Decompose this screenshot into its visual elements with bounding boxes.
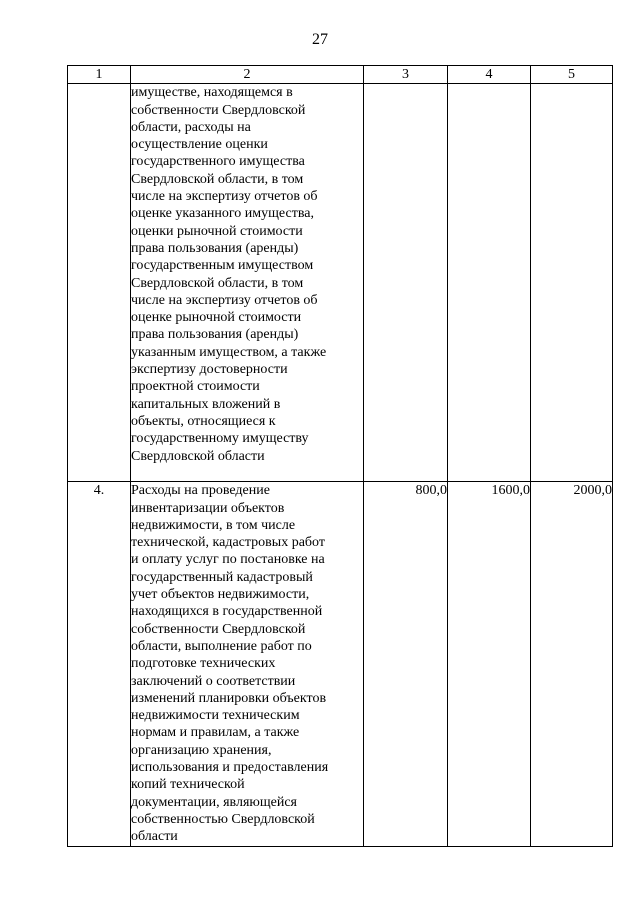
- description-line: проектной стоимости: [131, 379, 260, 395]
- description-line: инвентаризации объектов: [131, 500, 285, 516]
- description-line: государственный кадастровый: [131, 569, 313, 585]
- header-col-5: 5: [531, 66, 613, 84]
- description-line: недвижимости, в том числе: [131, 517, 296, 533]
- description-line: имуществе, находящемся в: [131, 85, 293, 101]
- description-line: документации, являющейся: [131, 794, 297, 810]
- description-line: числе на экспертизу отчетов об: [131, 292, 318, 308]
- description-line: капитальных вложений в: [131, 396, 281, 412]
- description-line: государственным имуществом: [131, 258, 314, 274]
- description-line: государственному имуществу: [131, 431, 309, 447]
- header-col-4: 4: [448, 66, 531, 84]
- description-line: собственностью Свердловской: [131, 811, 315, 827]
- description-line: экспертизу достоверности: [131, 362, 288, 378]
- row-number: [68, 84, 131, 482]
- page-number: 27: [312, 31, 328, 48]
- description-line: заключений о соответствии: [131, 673, 296, 689]
- description-line: собственности Свердловской: [131, 102, 306, 118]
- row-value-col3: [364, 84, 448, 482]
- description-line: объекты, относящиеся к: [131, 413, 276, 429]
- header-col-3: 3: [364, 66, 448, 84]
- description-line: области: [131, 829, 178, 845]
- header-row: [68, 66, 613, 84]
- description-line: указанным имуществом, а также: [131, 344, 327, 360]
- description-line: оценке рыночной стоимости: [131, 310, 302, 326]
- description-line: организацию хранения,: [131, 742, 272, 758]
- description-line: изменений планировки объектов: [131, 690, 327, 706]
- description-line: права пользования (аренды): [131, 327, 299, 343]
- row-number: 4.: [68, 482, 131, 846]
- row-value-col5: [531, 84, 613, 482]
- row-value-col4: [448, 84, 531, 482]
- description-line: подготовке технических: [131, 656, 276, 672]
- header-col-1: 1: [68, 66, 131, 84]
- description-line: числе на экспертизу отчетов об: [131, 189, 318, 205]
- row-description: [131, 482, 364, 846]
- row-description: [131, 84, 364, 482]
- description-line: находящихся в государственной: [131, 604, 323, 620]
- description-line: копий технической: [131, 777, 245, 793]
- description-line: и оплату услуг по постановке на: [131, 552, 325, 568]
- description-line: Свердловской области, в том: [131, 275, 304, 291]
- table-header: [68, 66, 613, 84]
- row-value-col4: 1600,0: [448, 482, 531, 846]
- description-line: оценки рыночной стоимости: [131, 223, 303, 239]
- description-line: собственности Свердловской: [131, 621, 306, 637]
- description-line: осуществление оценки: [131, 137, 268, 153]
- description-line: нормам и правилам, а также: [131, 725, 300, 741]
- description-line: Свердловской области: [131, 448, 265, 464]
- description-line: права пользования (аренды): [131, 240, 299, 256]
- budget-table: [67, 65, 613, 847]
- row-value-col3: 800,0: [364, 482, 448, 846]
- description-line: области, выполнение работ по: [131, 638, 312, 654]
- table-row: [68, 482, 613, 846]
- description-line: государственного имущества: [131, 154, 305, 170]
- description-line: недвижимости техническим: [131, 708, 300, 724]
- row-value-col5: 2000,0: [531, 482, 613, 846]
- description-line: области, расходы на: [131, 119, 251, 135]
- description-line: Расходы на проведение: [131, 483, 270, 499]
- description-line: Свердловской области, в том: [131, 171, 304, 187]
- table-row: [68, 84, 613, 482]
- description-line: оценке указанного имущества,: [131, 206, 314, 222]
- header-col-2: 2: [131, 66, 364, 84]
- description-line: технической, кадастровых работ: [131, 535, 325, 551]
- description-line: учет объектов недвижимости,: [131, 587, 310, 603]
- table-body: [68, 84, 613, 846]
- description-line: использования и предоставления: [131, 760, 329, 776]
